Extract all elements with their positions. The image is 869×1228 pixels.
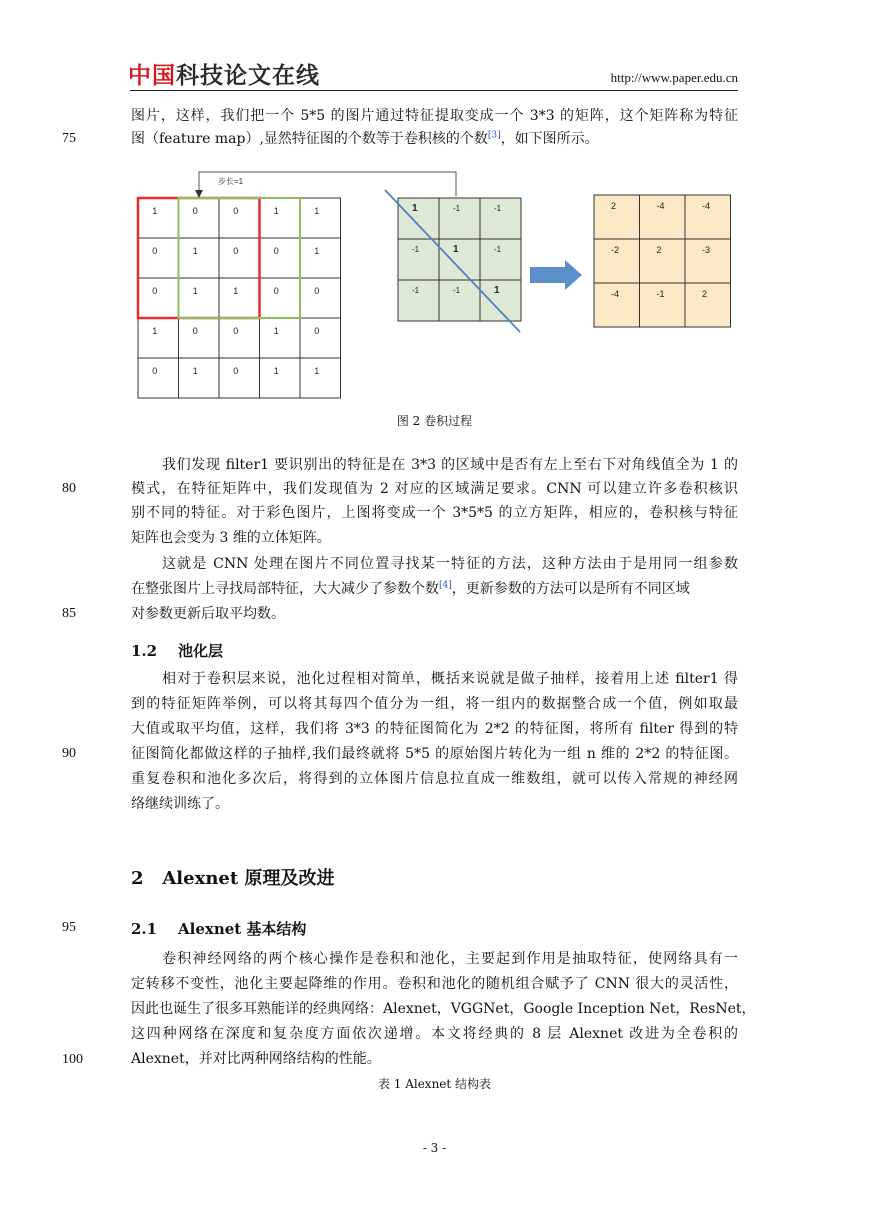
body-line: 相对于卷积层来说，池化过程相对简单，概括来说就是做子抽样，接着用上述 filter1 得 bbox=[162, 671, 738, 687]
body-line: 因此也诞生了很多耳熟能详的经典网络：Alexnet，VGGNet，Google Inception Net，ResNet， bbox=[131, 1001, 756, 1017]
section-number: 1.2 bbox=[131, 642, 158, 660]
body-line: 卷积神经网络的两个核心操作是卷积和池化，主要起到作用是抽取特征，使网络具有一 bbox=[162, 951, 738, 967]
body-line: 络继续训练了。 bbox=[131, 796, 229, 812]
line-number: 100 bbox=[62, 1052, 83, 1067]
filter-cell-value: -1 bbox=[494, 204, 502, 213]
input-cell bbox=[300, 278, 341, 318]
filter-cell-value: -1 bbox=[453, 204, 461, 213]
input-cell-value: 0 bbox=[192, 206, 198, 216]
filter-cell-value: 1 bbox=[412, 203, 418, 214]
output-cell bbox=[685, 283, 731, 327]
input-cell bbox=[219, 358, 260, 398]
input-cell-value: 1 bbox=[192, 246, 198, 256]
input-cell bbox=[138, 278, 179, 318]
input-cell bbox=[138, 198, 179, 238]
stride-label: 步长=1 bbox=[218, 177, 244, 186]
output-cell-value: 2 bbox=[702, 289, 708, 299]
input-cell bbox=[260, 238, 301, 278]
filter-cell-value: 1 bbox=[453, 244, 459, 255]
input-cell bbox=[179, 238, 220, 278]
line-number: 80 bbox=[62, 481, 76, 496]
section-heading-2 bbox=[131, 864, 334, 890]
page-number: - 3 - bbox=[422, 1141, 447, 1155]
filter-cell-value: 1 bbox=[494, 285, 500, 296]
output-cell-value: -3 bbox=[702, 245, 711, 255]
body-text: ，如下图所示。 bbox=[500, 131, 599, 147]
body-line: 模式，在特征矩阵中，我们发现值为 2 对应的区域满足要求。CNN 可以建立许多卷积核识 bbox=[131, 481, 738, 497]
input-cell-value: 1 bbox=[273, 206, 279, 216]
filter-cell bbox=[398, 198, 439, 239]
input-cell bbox=[219, 198, 260, 238]
body-line bbox=[131, 130, 738, 148]
input-cell bbox=[138, 318, 179, 358]
body-text: 图（feature map）,显然特征图的个数等于卷积核的个数 bbox=[131, 131, 488, 147]
filter-cell-value: -1 bbox=[453, 286, 461, 295]
body-text: ，更新参数的方法可以是所有不同区域 bbox=[451, 581, 690, 597]
line-number: 95 bbox=[62, 920, 76, 935]
section-title: Alexnet 基本结构 bbox=[178, 920, 307, 938]
input-cell-value: 0 bbox=[273, 286, 279, 296]
body-line: 矩阵也会变为 3 维的立体矩阵。 bbox=[131, 530, 331, 546]
input-cell-value: 1 bbox=[314, 246, 320, 256]
logo-red-text: 中国 bbox=[128, 63, 176, 89]
table-caption: 表 1 Alexnet 结构表 bbox=[377, 1077, 492, 1091]
line-number: 85 bbox=[62, 606, 76, 621]
input-cell bbox=[179, 318, 220, 358]
input-cell bbox=[300, 318, 341, 358]
input-cell-value: 1 bbox=[273, 366, 279, 376]
output-cell bbox=[594, 195, 640, 239]
input-cell bbox=[219, 318, 260, 358]
input-cell bbox=[179, 198, 220, 238]
section-heading-1-2 bbox=[131, 640, 223, 661]
input-cell-value: 0 bbox=[233, 246, 239, 256]
filter-cell bbox=[439, 239, 480, 280]
input-cell bbox=[138, 358, 179, 398]
output-cell-value: 2 bbox=[611, 201, 617, 211]
input-cell bbox=[260, 318, 301, 358]
filter-cell-value: -1 bbox=[412, 286, 420, 295]
input-cell-value: 1 bbox=[314, 366, 320, 376]
section-title: 池化层 bbox=[178, 642, 224, 660]
output-cell-value: -4 bbox=[611, 289, 620, 299]
input-cell bbox=[179, 358, 220, 398]
body-line: 对参数更新后取平均数。 bbox=[131, 606, 285, 622]
input-cell-value: 0 bbox=[314, 326, 320, 336]
output-cell-value: -4 bbox=[702, 201, 711, 211]
input-cell-value: 0 bbox=[233, 326, 239, 336]
input-cell bbox=[219, 278, 260, 318]
input-cell bbox=[300, 358, 341, 398]
body-line: 到的特征矩阵举例，可以将其每四个值分为一组，将一组内的数据整合成一个值，例如取最 bbox=[131, 696, 738, 712]
right-arrow bbox=[530, 260, 582, 290]
line-number: 90 bbox=[62, 746, 76, 761]
citation-3[interactable]: [3] bbox=[487, 130, 501, 141]
section-number: 2 bbox=[131, 868, 144, 889]
input-cell bbox=[219, 238, 260, 278]
input-cell bbox=[300, 198, 341, 238]
header-rule bbox=[130, 90, 738, 91]
output-cell-value: -2 bbox=[611, 245, 620, 255]
section-heading-2-1 bbox=[131, 918, 306, 939]
input-cell bbox=[138, 238, 179, 278]
input-cell bbox=[260, 358, 301, 398]
body-line: 别不同的特征。对于彩色图片，上图将变成一个 3*5*5 的立方矩阵，相应的，卷积核与特征 bbox=[131, 505, 738, 521]
filter-cell-value: -1 bbox=[494, 245, 502, 254]
input-cell-value: 1 bbox=[314, 206, 320, 216]
input-cell-value: 0 bbox=[233, 366, 239, 376]
header-url[interactable]: http://www.paper.edu.cn bbox=[610, 70, 738, 85]
output-cell bbox=[640, 239, 686, 283]
output-cell-value: -1 bbox=[656, 289, 665, 299]
body-line: 大值或取平均值，这样，我们将 3*3 的特征图简化为 2*2 的特征图，将所有 filter 得到的特 bbox=[131, 721, 738, 737]
citation-4[interactable]: [4] bbox=[439, 580, 452, 591]
body-line: 定转移不变性，池化主要起降维的作用。卷积和池化的随机组合赋予了 CNN 很大的灵活性， bbox=[131, 976, 738, 992]
line-number: 75 bbox=[62, 131, 76, 146]
figure-caption: 图 2 卷积过程 bbox=[396, 414, 473, 428]
body-line: 这就是 CNN 处理在图片不同位置寻找某一特征的方法，这种方法由于是用同一组参数 bbox=[162, 556, 738, 572]
section-number: 2.1 bbox=[131, 920, 158, 938]
body-line: 重复卷积和池化多次后，将得到的立体图片信息拉直成一维数组，就可以传入常规的神经网 bbox=[131, 771, 738, 787]
input-cell bbox=[260, 198, 301, 238]
body-line: 征图简化都做这样的子抽样,我们最终就将 5*5 的原始图片转化为一组 n 维的 2*2 的特征图。 bbox=[131, 746, 738, 762]
input-cell-value: 1 bbox=[233, 286, 239, 296]
input-cell-value: 1 bbox=[192, 286, 198, 296]
input-cell-value: 1 bbox=[273, 326, 279, 336]
body-line: Alexnet，并对比两种网络结构的性能。 bbox=[131, 1051, 381, 1067]
filter-cell-value: -1 bbox=[412, 245, 420, 254]
input-cell-value: 0 bbox=[152, 246, 158, 256]
body-line: 我们发现 filter1 要识别出的特征是在 3*3 的区域中是否有左上至右下对角线值全为 1 的 bbox=[162, 457, 738, 473]
input-cell bbox=[179, 278, 220, 318]
input-cell-value: 1 bbox=[192, 366, 198, 376]
convolution-figure bbox=[130, 160, 750, 410]
input-cell-value: 1 bbox=[152, 206, 158, 216]
output-cell-value: -4 bbox=[656, 201, 665, 211]
input-cell-value: 0 bbox=[273, 246, 279, 256]
body-line bbox=[131, 580, 738, 598]
logo-dark-text: 科技论文在线 bbox=[176, 63, 320, 89]
input-cell-value: 0 bbox=[233, 206, 239, 216]
filter-cell bbox=[480, 280, 521, 321]
input-cell-value: 0 bbox=[152, 366, 158, 376]
input-cell-value: 0 bbox=[192, 326, 198, 336]
input-cell-value: 1 bbox=[152, 326, 158, 336]
input-cell-value: 0 bbox=[152, 286, 158, 296]
input-cell-value: 0 bbox=[314, 286, 320, 296]
input-cell bbox=[260, 278, 301, 318]
journal-logo bbox=[128, 62, 320, 90]
body-line: 这四种网络在深度和复杂度方面依次递增。本文将经典的 8 层 Alexnet 改进为全卷积的 bbox=[131, 1026, 738, 1042]
input-cell bbox=[300, 238, 341, 278]
output-cell-value: 2 bbox=[656, 245, 662, 255]
section-title: Alexnet 原理及改进 bbox=[162, 868, 335, 889]
body-text: 在整张图片上寻找局部特征，大大减少了参数个数 bbox=[131, 581, 439, 597]
body-line: 图片，这样，我们把一个 5*5 的图片通过特征提取变成一个 3*3 的矩阵，这个矩阵称为特征 bbox=[131, 108, 738, 124]
